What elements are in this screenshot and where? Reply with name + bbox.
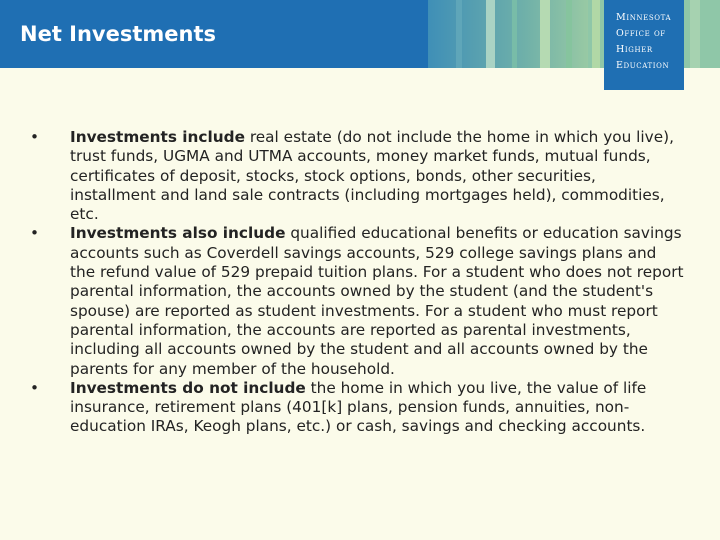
logo bbox=[604, 0, 684, 90]
bullet-icon: • bbox=[30, 378, 40, 397]
decor-stripe bbox=[512, 0, 517, 68]
bullet-lead: Investments do not include bbox=[70, 378, 306, 397]
bullet-lead: Investments also include bbox=[70, 224, 286, 243]
bullet-icon: • bbox=[30, 128, 40, 146]
decor-stripe bbox=[566, 0, 572, 68]
bullet-text: real estate (do not include the home in which you live), trust funds, UGMA and UTMA accounts, money market funds, mutual funds, certificates of deposit, stocks, stock options, bonds, other securities, installment and land sale contracts (including mortgages held), commodities, etc. bbox=[70, 128, 674, 224]
list-item bbox=[30, 128, 685, 224]
bullet-text: qualified educational benefits or education savings accounts such as Coverdell savings accounts, 529 college savings plans and the refund value of 529 prepaid tuition plans. For a student who does not report parental information, the accounts owned by the student (and the student's spouse) are reported as student investments. For a student who must report parental information, the accounts are reported as parental investments, including all accounts owned by the student and all accounts owned by the parents for any member of the household. bbox=[70, 224, 684, 378]
logo-line: Minnesota bbox=[616, 12, 672, 23]
decor-stripe bbox=[540, 0, 550, 68]
decor-stripe bbox=[486, 0, 495, 68]
logo-line: Education bbox=[616, 60, 670, 71]
decor-stripe bbox=[690, 0, 700, 68]
page-title: Net Investments bbox=[20, 22, 217, 46]
logo-line: Higher bbox=[616, 44, 653, 55]
logo-line: Office of bbox=[616, 28, 666, 39]
decor-stripe bbox=[592, 0, 600, 68]
decor-stripe bbox=[456, 0, 462, 68]
title-band-fade bbox=[428, 0, 588, 68]
bullet-list bbox=[30, 128, 685, 437]
bullet-icon: • bbox=[30, 224, 40, 243]
bullet-text: the home in which you live, the value of life insurance, retirement plans (401[k] plans, pension funds, annuities, non-education IRAs, Keogh plans, etc.) or cash, savings and checking accounts. bbox=[70, 378, 647, 436]
list-item bbox=[30, 224, 685, 378]
list-item bbox=[30, 379, 685, 437]
bullet-lead: Investments include bbox=[70, 128, 245, 146]
